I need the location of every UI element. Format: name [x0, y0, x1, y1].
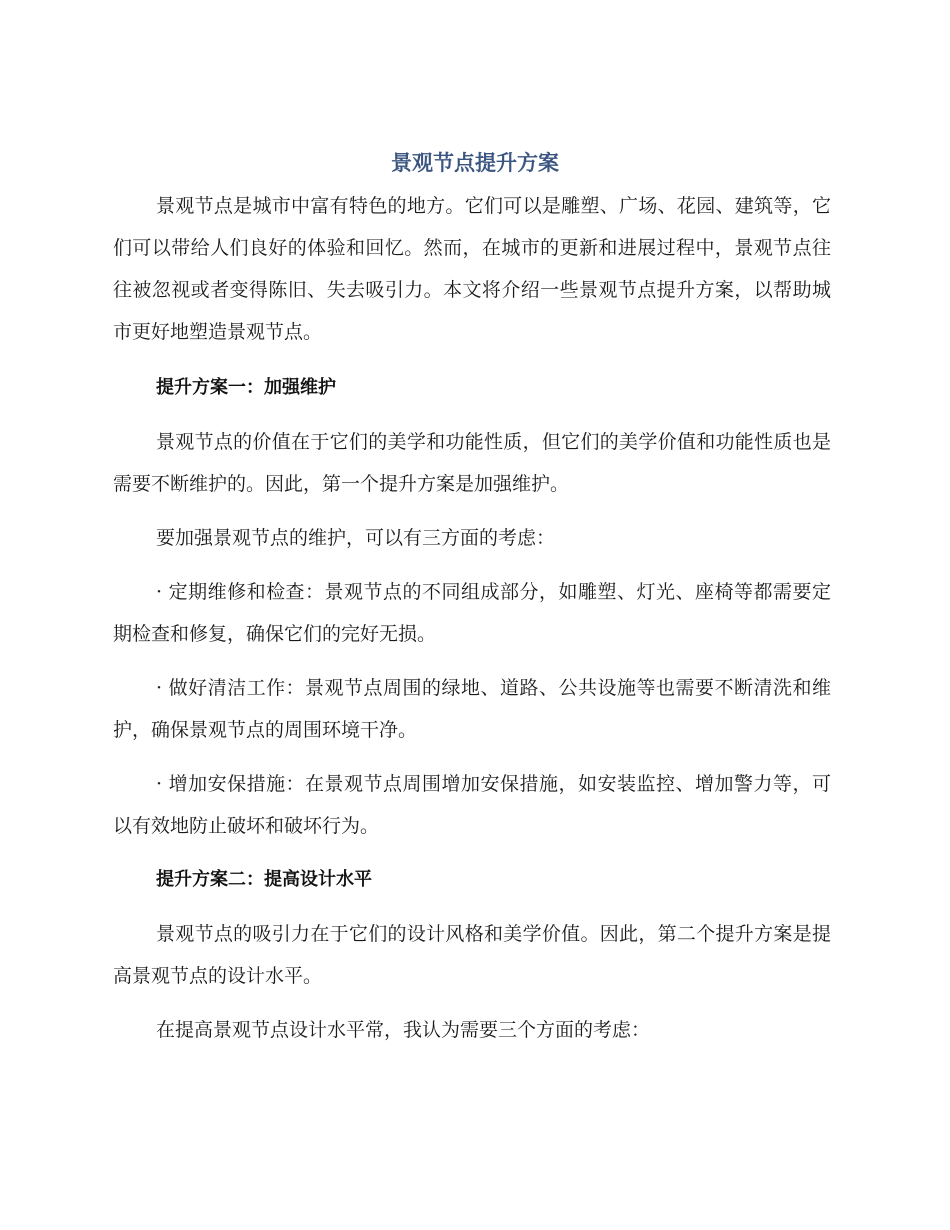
section-1-bullet-2: · 做好清洁工作：景观节点周围的绿地、道路、公共设施等也需要不断清洗和维护，确保景观节点的周围环境干净。 — [113, 677, 831, 741]
section-1-bullet-3: · 增加安保措施：在景观节点周围增加安保措施，如安装监控、增加警力等，可以有效地防止破坏和破坏行为。 — [113, 773, 831, 837]
intro-paragraph: 景观节点是城市中富有特色的地方。它们可以是雕塑、广场、花园、建筑等，它们可以带给人们良好的体验和回忆。然而，在城市的更新和进展过程中，景观节点往往被忽视或者变得陈旧、失去吸引力。本文将介绍一些景观节点提升方案，以帮助城市更好地塑造景观节点。 — [113, 195, 831, 343]
section-2-paragraph-2: 在提高景观节点设计水平常，我认为需要三个方面的考虑： — [156, 1019, 651, 1041]
section-1-bullet-1: · 定期维修和检查：景观节点的不同组成部分，如雕塑、灯光、座椅等都需要定期检查和修复，确保它们的完好无损。 — [113, 581, 831, 645]
section-2-paragraph-1: 景观节点的吸引力在于它们的设计风格和美学价值。因此，第二个提升方案是提高景观节点的设计水平。 — [113, 923, 831, 987]
document-body — [113, 185, 831, 1051]
section-2-heading: 提升方案二：提高设计水平 — [156, 869, 372, 890]
document-title: 景观节点提升方案 — [391, 151, 559, 175]
section-1-paragraph-2: 要加强景观节点的维护，可以有三方面的考虑： — [156, 527, 556, 549]
section-1-paragraph-1: 景观节点的价值在于它们的美学和功能性质，但它们的美学价值和功能性质也是需要不断维护的。因此，第一个提升方案是加强维护。 — [113, 431, 831, 495]
section-1-heading: 提升方案一：加强维护 — [156, 377, 336, 398]
